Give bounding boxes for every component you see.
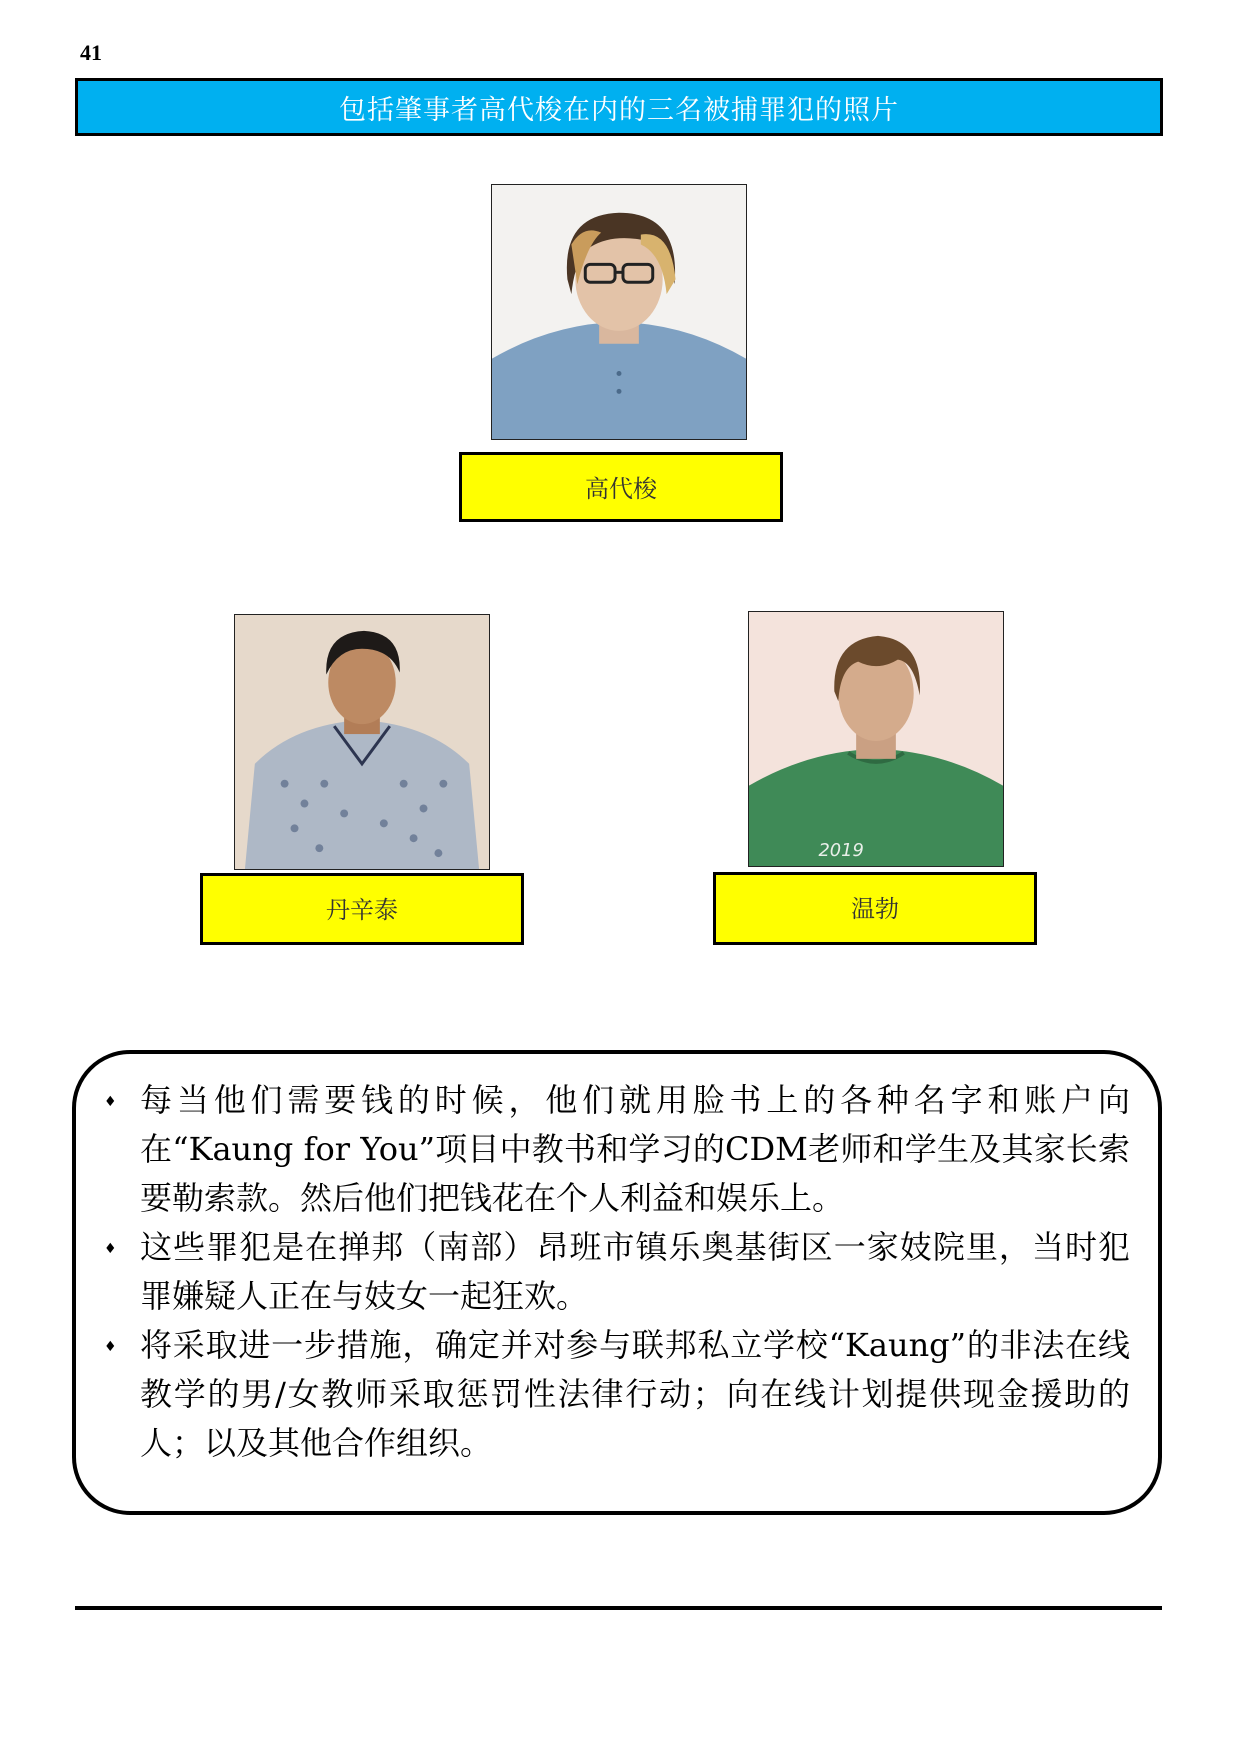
name-label-person-2 (200, 873, 524, 945)
page-number: 41 (80, 40, 102, 65)
svg-text:2019: 2019 (818, 840, 864, 862)
bullet-item (104, 1321, 1130, 1468)
person-3-name: 温勃 (851, 895, 899, 923)
bullet-item (104, 1076, 1130, 1223)
name-label-person-3 (713, 872, 1037, 945)
photo-person-3 (748, 611, 1004, 867)
footer-divider (75, 1606, 1162, 1610)
diamond-bullet-icon: ♦ (104, 1241, 117, 1257)
info-box (72, 1050, 1162, 1515)
portrait-photo-icon (492, 185, 746, 439)
bullet-text: 将采取进一步措施，确定并对参与联邦私立学校“Kaung”的非法在线教学的男/女教师采取惩罚性法律行动；向在线计划提供现金援助的人；以及其他合作组织。 (140, 1326, 1130, 1462)
diamond-bullet-icon: ♦ (104, 1094, 117, 1110)
name-label-person-1 (459, 452, 783, 522)
photo-person-2 (234, 614, 490, 870)
bullet-text: 这些罪犯是在掸邦（南部）昂班市镇乐奥基街区一家妓院里，当时犯罪嫌疑人正在与妓女一起狂欢。 (140, 1228, 1130, 1315)
diamond-bullet-icon: ♦ (104, 1339, 117, 1355)
portrait-photo-icon (749, 612, 1003, 866)
person-1-name: 高代梭 (585, 475, 657, 503)
title-banner (75, 78, 1163, 136)
person-2-name: 丹辛泰 (326, 896, 398, 924)
bullet-text: 每当他们需要钱的时候，他们就用脸书上的各种名字和账户向在“Kaung for You”项目中教书和学习的CDM老师和学生及其家长索要勒索款。然后他们把钱花在个人利益和娱乐上。 (140, 1081, 1130, 1217)
page-title: 包括肇事者高代梭在内的三名被捕罪犯的照片 (339, 94, 899, 126)
bullet-item (104, 1223, 1130, 1321)
photo-person-1 (491, 184, 747, 440)
portrait-photo-icon (235, 615, 489, 869)
